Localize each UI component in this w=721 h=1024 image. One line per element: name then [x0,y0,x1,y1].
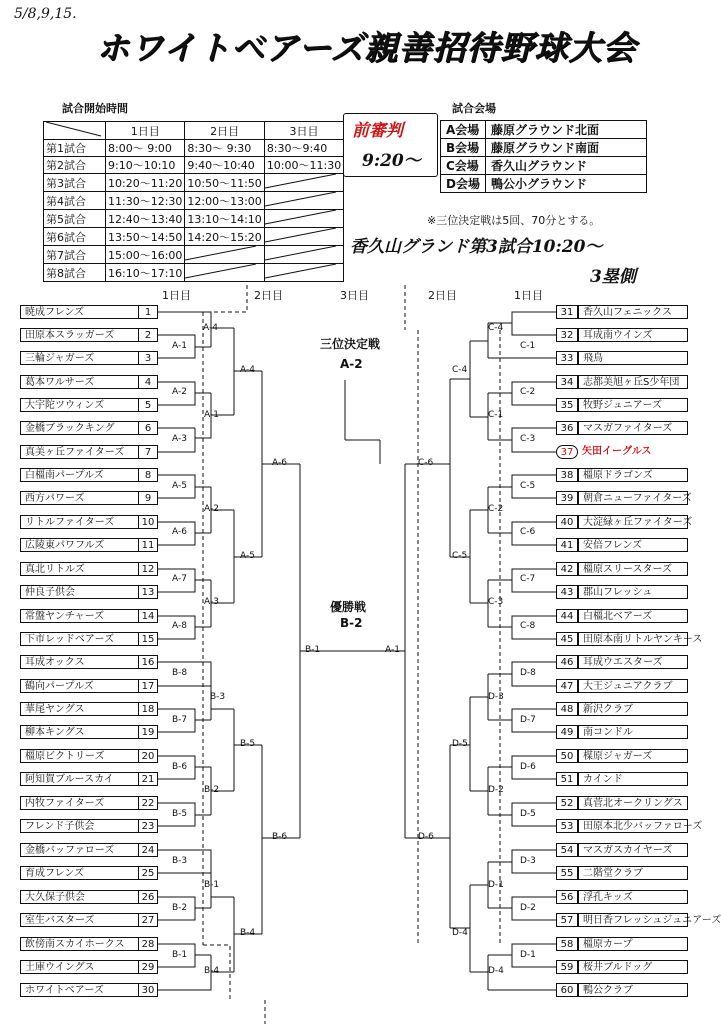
third-place-game: A-2 [340,357,363,371]
team-number: 49 [556,725,578,739]
team-name: 金橋バッファローズ [20,843,158,857]
team-number: 46 [556,655,578,669]
team-name: 土庫ウイングス [20,960,158,974]
team-number: 1 [138,305,158,319]
team-number: 20 [138,749,158,763]
team-number: 54 [556,843,578,857]
handwritten-note-1: 香久山グランド第3試合10:20～ [350,237,603,257]
team-name: 金橋ブラックキング [20,421,158,435]
team-name: 南コンドル [578,725,688,739]
team-number: 30 [138,983,158,997]
team-name: 田原本南リトルヤンキース [578,632,688,646]
team-number: 6 [138,421,158,435]
team-name: 田原本スラッガーズ [20,328,158,342]
team-name: 楳原ジャガーズ [578,749,688,763]
team-name: 大王ジュニアクラブ [578,679,688,693]
game-label: D-1 [520,950,536,960]
team-number: 3 [138,351,158,365]
team-number: 23 [138,819,158,833]
game-label: B-5 [172,809,188,819]
team-name: カインド [578,772,688,786]
team-number: 50 [556,749,578,763]
team-number: 14 [138,609,158,623]
team-name: ホワイトベアーズ [20,983,158,997]
game-label: A-4 [240,365,255,375]
day-header-right-1: 1日目 [514,289,543,302]
team-number: 48 [556,702,578,716]
schedule-cell: 11:30～12:30 [106,192,185,210]
game-label: A-7 [172,574,187,584]
team-number: 56 [556,890,578,904]
schedule-cell: 10:00～11:30 [264,157,343,174]
team-name: 阿知賀ブルースカイ [20,772,158,786]
team-number: 52 [556,796,578,810]
game-label: B-2 [204,785,220,795]
team-name: 大宇陀ツウィンズ [20,398,158,412]
team-name: マスガファイターズ [578,421,688,435]
game-label: A-1 [385,645,400,655]
game-label: D-2 [488,785,504,795]
schedule-cell: 12:00～13:00 [185,192,264,210]
game-label: B-3 [172,856,188,866]
team-number: 19 [138,725,158,739]
game-label: A-3 [204,597,219,607]
schedule-cell: 14:20～15:20 [185,228,264,246]
schedule-game-label: 第3試合 [44,174,106,192]
team-number: 55 [556,866,578,880]
team-number: 17 [138,679,158,693]
team-number: 26 [138,890,158,904]
team-number: 59 [556,960,578,974]
team-number: 60 [556,983,578,997]
schedule-game-label: 第2試合 [44,157,106,174]
team-name: 葛本ワルサーズ [20,375,158,389]
team-name: 飲傍南スカイホークス [20,937,158,951]
venue-name: 鴨公小グラウンド [485,175,646,193]
venue-label: 試合会場 [452,102,496,115]
schedule-game-label: 第8試合 [44,264,106,282]
team-number: 5 [138,398,158,412]
game-label: A-5 [240,551,255,561]
schedule-game-label: 第4試合 [44,192,106,210]
team-name: 鴨公クラブ [578,983,688,997]
team-number: 22 [138,796,158,810]
team-number: 51 [556,772,578,786]
umpire-time: 9:20～ [362,151,421,171]
team-name: 二階堂クラブ [578,866,688,880]
team-name: 白橿北ベアーズ [578,609,688,623]
team-name: 飛鳥 [578,351,688,365]
day-header-right-2: 2日目 [428,289,457,302]
day-header-left-1: 1日目 [162,289,191,302]
game-label: B-8 [172,668,188,678]
game-label: B-1 [204,880,220,890]
game-label: A-3 [172,434,187,444]
team-number: 44 [556,609,578,623]
team-name: 仲良子供会 [20,585,158,599]
team-name: 牧野ジュニアーズ [578,398,688,412]
team-name: 真菅北オークリングス [578,796,688,810]
team-name: 明日香フレッシュジュニアーズ [578,913,688,927]
page-title: ホワイトベアーズ親善招待野球大会 [96,28,637,67]
team-number: 41 [556,538,578,552]
schedule-cell: 9:10～10:10 [106,157,185,174]
team-name: 新沢クラブ [578,702,688,716]
team-name: 華尾ヤングス [20,702,158,716]
team-name: 安倍フレンズ [578,538,688,552]
game-label: A-6 [272,458,287,468]
team-name: 橿原ビクトリーズ [20,749,158,763]
game-label: A-8 [172,621,187,631]
team-number: 33 [556,351,578,365]
game-label: C-4 [488,323,504,333]
game-label: D-4 [452,928,468,938]
schedule-cell: 10:20～11:20 [106,174,185,192]
game-label: B-4 [240,928,256,938]
game-label: D-8 [520,668,536,678]
game-label: A-1 [172,341,187,351]
schedule-label: 試合開始時間 [62,102,128,115]
game-label: B-1 [172,950,188,960]
game-label: A-1 [204,410,219,420]
team-number: 34 [556,375,578,389]
venue-name: 藤原グラウンド南面 [485,139,646,157]
team-number: 38 [556,468,578,482]
team-name: 常盤ヤンチャーズ [20,609,158,623]
game-label: A-6 [172,527,187,537]
team-number: 9 [138,491,158,505]
umpire-title: 前審判 [352,121,403,141]
game-label: B-5 [240,739,256,749]
team-name: 広陵東パワフルズ [20,538,158,552]
venue-code: A会場 [441,121,486,139]
team-name: 朝倉ニューファイターズ [578,491,688,505]
team-name: 真美ヶ丘ファイターズ [20,445,158,459]
team-name: 志都美旭ヶ丘S少年団 [578,375,688,389]
team-number: 40 [556,515,578,529]
team-name: 郡山フレッシュ [578,585,688,599]
team-number: 35 [556,398,578,412]
team-name: 三輪ジャガーズ [20,351,158,365]
venue-name: 香久山グラウンド [485,157,646,175]
team-number: 53 [556,819,578,833]
schedule-cell: 10:50～11:50 [185,174,264,192]
game-label: D-3 [520,856,536,866]
game-label: B-6 [272,832,288,842]
game-label: C-2 [488,504,504,514]
game-label: D-5 [520,809,536,819]
team-number: 58 [556,937,578,951]
schedule-cell: 15:00～16:00 [106,246,185,264]
schedule-cell: 12:40～13:40 [106,210,185,228]
schedule-game-label: 第1試合 [44,140,106,157]
schedule-cell: 9:40～10:40 [185,157,264,174]
team-number: 29 [138,960,158,974]
schedule-day-header: 2日目 [185,122,264,140]
team-number: 15 [138,632,158,646]
team-name: 橿原カープ [578,937,688,951]
team-name: マスガスカイヤーズ [578,843,688,857]
game-label: C-8 [520,621,536,631]
team-number: 25 [138,866,158,880]
day-header-left-2: 2日目 [254,289,283,302]
team-number: 7 [138,445,158,459]
final-game: B-2 [340,616,363,630]
game-label: C-1 [488,410,504,420]
game-label: B-1 [305,645,321,655]
schedule-cell: 13:10～14:10 [185,210,264,228]
game-label: C-6 [418,458,434,468]
team-name: リトルファイターズ [20,515,158,529]
team-name: 真北リトルズ [20,562,158,576]
handwritten-note-2: 3塁側 [590,267,636,287]
game-label: C-5 [452,551,468,561]
team-number-highlighted: 37 [556,445,578,459]
team-number: 36 [556,421,578,435]
team-number: 24 [138,843,158,857]
team-number: 45 [556,632,578,646]
day-header-center-3: 3日目 [340,289,369,302]
team-number: 13 [138,585,158,599]
game-label: A-4 [203,323,218,333]
game-label: C-3 [520,434,536,444]
team-number: 10 [138,515,158,529]
team-number: 2 [138,328,158,342]
game-label: B-2 [172,903,188,913]
venue-code: D会場 [441,175,486,193]
team-name: フレンド子供会 [20,819,158,833]
date-note: 5/8,9,15. [14,6,77,22]
team-name: 室生バスターズ [20,913,158,927]
team-number: 12 [138,562,158,576]
game-label: A-2 [172,387,187,397]
schedule-game-label: 第5試合 [44,210,106,228]
game-label: A-5 [172,481,187,491]
team-name: 橿原スリースターズ [578,562,688,576]
team-name: 大久保子供会 [20,890,158,904]
game-label: D-7 [520,715,536,725]
game-label: D-4 [488,966,504,976]
game-label: D-6 [418,832,434,842]
schedule-day-header: 1日目 [106,122,185,140]
venue-name: 藤原グラウンド北面 [485,121,646,139]
game-label: D-1 [488,880,504,890]
venue-code: B会場 [441,139,486,157]
schedule-cell: 8:30～ 9:30 [185,140,264,157]
team-number: 32 [556,328,578,342]
schedule-cell: 8:30～9:40 [264,140,343,157]
team-name: 暁成フレンズ [20,305,158,319]
schedule-game-label: 第6試合 [44,228,106,246]
game-label: B-4 [204,966,220,976]
team-number: 16 [138,655,158,669]
team-name: 白橿南パープルズ [20,468,158,482]
game-label: C-4 [452,365,468,375]
game-label: C-1 [520,341,536,351]
team-number: 11 [138,538,158,552]
venue-code: C会場 [441,157,486,175]
team-number: 18 [138,702,158,716]
schedule-cell: 13:50～14:50 [106,228,185,246]
team-name: 橿原ドラゴンズ [578,468,688,482]
game-label: D-6 [520,762,536,772]
team-name: 耳成ウエスターズ [578,655,688,669]
schedule-day-header: 3日目 [264,122,343,140]
team-name: 耳成オックス [20,655,158,669]
game-label: D-5 [452,739,468,749]
game-label: B-3 [210,692,226,702]
team-name: 田原本北少バッファローズ [578,819,688,833]
team-name: 大淀緑ヶ丘ファイターズ [578,515,688,529]
team-number: 31 [556,305,578,319]
game-label: B-7 [172,715,188,725]
final-title: 優勝戦 [330,600,367,614]
game-label: D-3 [488,692,504,702]
third-place-note: ※三位決定戦は5回、70分とする。 [427,214,601,227]
game-label: B-6 [172,762,188,772]
team-number: 27 [138,913,158,927]
game-label: C-6 [520,527,536,537]
team-name: 耳成南ウインズ [578,328,688,342]
schedule-game-label: 第7試合 [44,246,106,264]
game-label: C-3 [488,597,504,607]
team-name-highlighted: 矢田イーグルス [582,446,652,457]
team-number: 4 [138,375,158,389]
team-number: 28 [138,937,158,951]
team-name: 柳本キングス [20,725,158,739]
schedule-cell: 16:10～17:10 [106,264,185,282]
team-number: 57 [556,913,578,927]
team-name: 内牧ファイターズ [20,796,158,810]
team-name: 香久山フェニックス [578,305,688,319]
team-name: 下市レッドベアーズ [20,632,158,646]
team-name: 育成フレンズ [20,866,158,880]
game-label: A-2 [204,504,219,514]
team-number: 39 [556,491,578,505]
team-number: 47 [556,679,578,693]
schedule-cell: 8:00～ 9:00 [106,140,185,157]
team-name: 桜井ブルドッグ [578,960,688,974]
team-number: 21 [138,772,158,786]
team-name: 鶴向パープルズ [20,679,158,693]
game-label: D-2 [520,903,536,913]
game-label: C-5 [520,481,536,491]
game-label: C-7 [520,574,536,584]
third-place-title: 三位決定戦 [320,337,381,351]
game-label: C-2 [520,387,536,397]
team-name: 浮孔キッズ [578,890,688,904]
team-number: 43 [556,585,578,599]
team-name: 西方パワーズ [20,491,158,505]
team-number: 42 [556,562,578,576]
team-number: 8 [138,468,158,482]
